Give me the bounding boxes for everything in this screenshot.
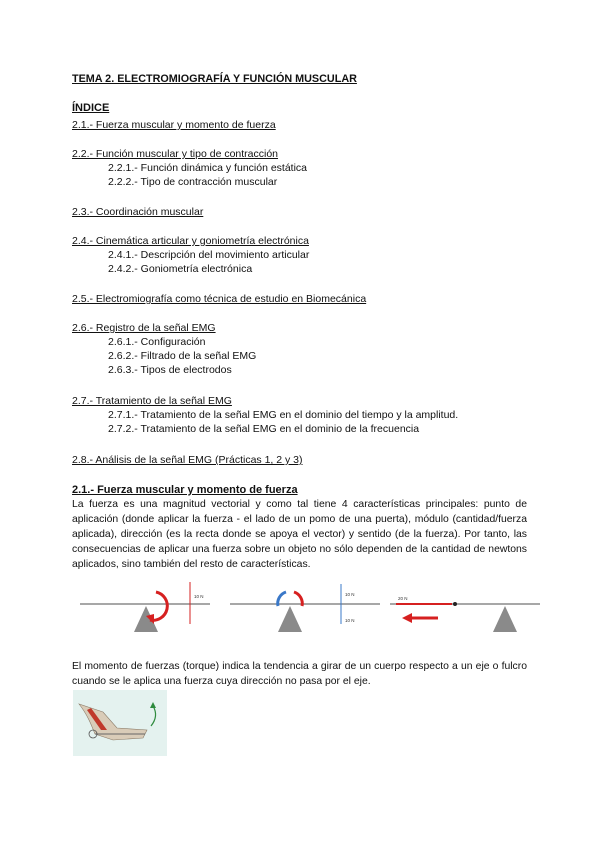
toc-item-2-7[interactable]: 2.7.- Tratamiento de la señal EMG xyxy=(72,395,232,407)
fulcrum-triangle xyxy=(278,606,302,632)
toc-item-2-2[interactable]: 2.2.- Función muscular y tipo de contracción xyxy=(72,148,279,160)
toc-subitem-2-6-3[interactable]: 2.6.3.- Tipos de electrodos xyxy=(108,364,232,376)
document-title: TEMA 2. ELECTROMIOGRAFÍA Y FUNCIÓN MUSCULAR xyxy=(72,73,357,85)
toc-item-2-1[interactable]: 2.1.- Fuerza muscular y momento de fuerza xyxy=(72,119,276,131)
seesaw-figure-3 xyxy=(390,596,540,632)
section-heading: 2.1.- Fuerza muscular y momento de fuerza xyxy=(72,484,298,496)
force-label-3: 20 N xyxy=(398,596,408,601)
force-label-up: 10 N xyxy=(345,592,355,597)
arm-torque-figure xyxy=(73,690,167,756)
fulcrum-triangle xyxy=(493,606,517,632)
toc-item-2-8[interactable]: 2.8.- Análisis de la señal EMG (Prácticas 1, 2 y 3) xyxy=(72,454,303,466)
toc-item-2-5[interactable]: 2.5.- Electromiografía como técnica de estudio en Biomecánica xyxy=(72,293,367,305)
toc-subitem-2-4-1[interactable]: 2.4.1.- Descripción del movimiento articular xyxy=(108,249,310,261)
toc-subitem-2-7-2[interactable]: 2.7.2.- Tratamiento de la señal EMG en el dominio de la frecuencia xyxy=(108,423,420,435)
seesaw-figure-2 xyxy=(230,584,380,632)
toc-subitem-2-4-2[interactable]: 2.4.2.- Goniometría electrónica xyxy=(108,263,253,275)
toc-subitem-2-2-1[interactable]: 2.2.1.- Función dinámica y función estática xyxy=(108,162,308,174)
paragraph-torque: El momento de fuerzas (torque) indica la tendencia a girar de un cuerpo respecto a un eje o fulcro cuando se le aplica una fuerza cuya dirección no pasa por el eje. xyxy=(72,661,527,687)
toc-subitem-2-6-2[interactable]: 2.6.2.- Filtrado de la señal EMG xyxy=(108,350,257,362)
force-label-down: 10 N xyxy=(345,618,355,623)
seesaw-figure-1 xyxy=(80,582,210,632)
force-label-1: 10 N xyxy=(194,594,204,599)
toc-item-2-4[interactable]: 2.4.- Cinemática articular y goniometría electrónica xyxy=(72,235,309,247)
toc-subitem-2-2-2[interactable]: 2.2.2.- Tipo de contracción muscular xyxy=(108,176,278,188)
toc-subitem-2-6-1[interactable]: 2.6.1.- Configuración xyxy=(108,336,206,348)
toc-subitem-2-7-1[interactable]: 2.7.1.- Tratamiento de la señal EMG en el dominio del tiempo y la amplitud. xyxy=(108,409,459,421)
index-heading: ÍNDICE xyxy=(72,102,110,114)
toc-item-2-6[interactable]: 2.6.- Registro de la señal EMG xyxy=(72,322,216,334)
torque-figures xyxy=(80,580,540,636)
paragraph-force: La fuerza es una magnitud vectorial y como tal tiene 4 características principales: punto de aplicación (donde aplicar la fuerza - el lado de un pomo de una puerta), módulo (cantidad/fuerza aplicada), dirección (es la recta donde se apoya el vector) y sentido (de la fuerza). Por tanto, las consecuencias de aplicar una fuerza sobre un objeto no sólo dependen de la cantidad de newtons aplicados, sino también del resto de características. xyxy=(72,499,527,570)
arrowhead-icon xyxy=(402,613,412,623)
application-point xyxy=(453,602,457,606)
toc-item-2-3[interactable]: 2.3.- Coordinación muscular xyxy=(72,206,204,218)
